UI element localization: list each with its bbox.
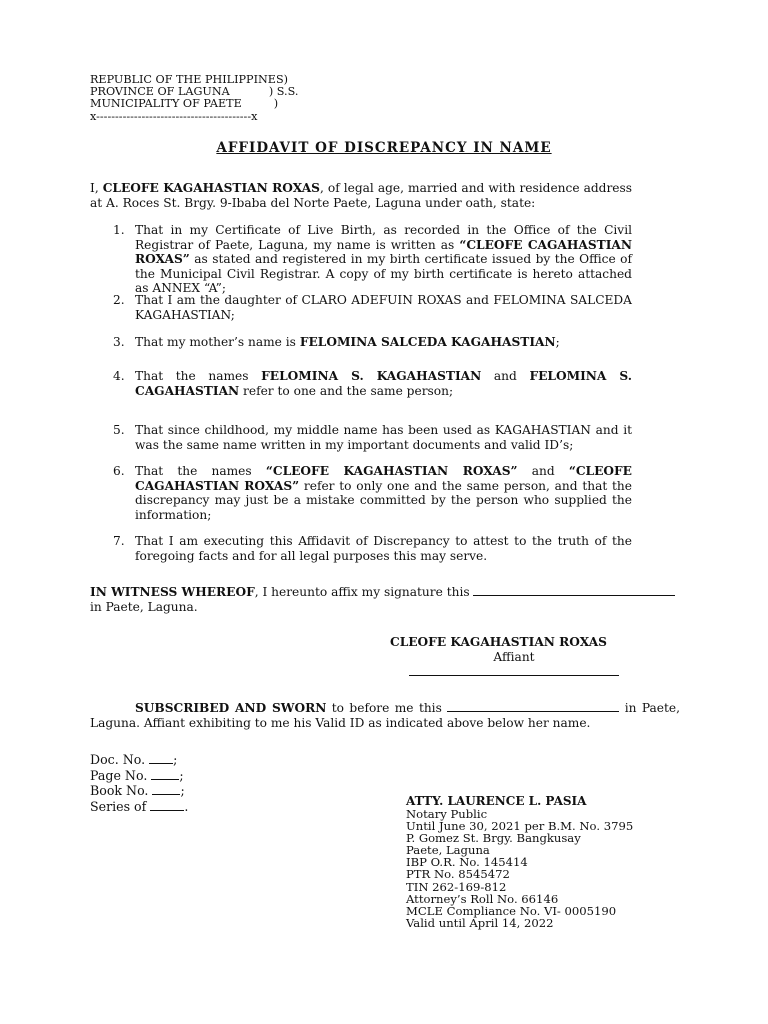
notary-detail-line: Paete, Laguna	[406, 843, 490, 858]
page-no-blank	[151, 768, 179, 780]
page-no-semicolon: ;	[179, 767, 184, 783]
doc-no-semicolon: ;	[173, 752, 178, 767]
item-text	[135, 335, 632, 350]
notary-detail-line: Notary Public	[406, 807, 488, 821]
book-no-label: Book No.	[90, 783, 149, 799]
series-period: .	[184, 798, 189, 814]
document-title: AFFIDAVIT OF DISCREPANCY IN NAME	[216, 140, 552, 156]
notary-detail-line: Valid until April 14, 2022	[406, 915, 554, 930]
jurat-text: to before me this	[326, 701, 448, 715]
item-bold-name: FELOMINA S. CAGAHASTIAN	[135, 369, 632, 398]
witness-lead: IN WITNESS WHEREOF	[90, 585, 255, 599]
date-blank	[473, 584, 675, 596]
affiant-name-intro: CLEOFE KAGAHASTIAN ROXAS	[102, 181, 320, 195]
item-bold-name: “CLEOFE CAGAHASTIAN ROXAS”	[135, 237, 632, 267]
witness-clause	[90, 584, 680, 614]
notary-name: ATTY. LAURENCE L. PASIA	[406, 794, 587, 808]
notary-detail-line: MCLE Compliance No. VI- 0005190	[406, 903, 617, 918]
item-text	[135, 223, 632, 296]
intro-prefix: I,	[90, 181, 103, 195]
jurat-date-blank	[447, 700, 619, 712]
item-number: 2.	[113, 293, 125, 307]
notary-detail-line: IBP O.R. No. 145414	[406, 855, 528, 870]
caption-line-republic: REPUBLIC OF THE PHILIPPINES)	[90, 73, 288, 86]
item-text-part: That I am the daughter of CLARO ADEFUIN ROXAS and FELOMINA SALCEDA KAGAHASTIAN;	[135, 293, 632, 322]
notary-detail-line: P. Gomez St. Brgy. Bangkusay	[406, 831, 581, 846]
item-text-part: ;	[555, 335, 560, 349]
caption-divider: x-----------------------------------------x	[90, 109, 258, 123]
page-no-row	[90, 768, 188, 784]
item-number: 6.	[113, 464, 125, 478]
doc-no-label: Doc. No.	[90, 752, 146, 767]
item-text-part: and	[481, 369, 530, 383]
book-no-row	[90, 783, 188, 799]
item-text-part: That my mother’s name is	[135, 335, 300, 349]
item-bold-name: FELOMINA S. KAGAHASTIAN	[261, 369, 482, 383]
notary-detail-line: TIN 262-169-812	[406, 879, 507, 894]
jurat-paragraph	[90, 700, 680, 730]
doc-no-blank	[149, 752, 173, 764]
series-label: Series of	[90, 798, 147, 814]
item-number: 7.	[113, 534, 125, 548]
item-text-part: That I am executing this Affidavit of Discrepancy to attest to the truth of the foregoing facts and for all legal purposes this may serve.	[135, 534, 632, 563]
item-bold-name: FELOMINA SALCEDA KAGAHASTIAN	[299, 335, 556, 349]
jurat-text-2: in Paete, Laguna. Affiant exhibiting to me his Valid ID as indicated above below her name.	[90, 701, 680, 730]
item-bold-name: “CLEOFE CAGAHASTIAN ROXAS”	[135, 464, 632, 493]
item-text-part: That since childhood, my middle name has been used as KAGAHASTIAN and it was the same name written in my important documents and valid ID’s;	[135, 423, 632, 452]
jurat-lead: SUBSCRIBED AND SWORN	[135, 701, 327, 715]
affiant-name: CLEOFE KAGAHASTIAN ROXAS	[390, 635, 607, 649]
notary-detail-line: Until June 30, 2021 per B.M. No. 3795	[406, 819, 634, 834]
affiant-label: Affiant	[493, 650, 535, 664]
series-blank	[150, 799, 184, 811]
item-text-part: That in my Certificate of Live Birth, as recorded in the Office of the Civil Registrar of Paete, Laguna, my name is written as	[135, 223, 632, 252]
witness-text: , I hereunto affix my signature this	[254, 585, 474, 599]
item-text	[135, 423, 632, 452]
item-number: 5.	[113, 423, 125, 437]
notary-detail-line: PTR No. 8545472	[406, 867, 510, 882]
intro-paragraph	[90, 181, 632, 210]
signature-line	[409, 675, 619, 676]
item-number: 4.	[113, 369, 125, 383]
item-text	[135, 534, 632, 563]
item-text-part: as stated and registered in my birth certificate issued by the Office of the Municipal Civil Registrar. A copy of my birth certificate is hereto attached as ANNEX “A”;	[135, 252, 632, 296]
intro-text: , of legal age, married and with residence address at A. Roces St. Brgy. 9-Ibaba del Norte Paete, Laguna under oath, state:	[90, 181, 632, 210]
item-text-part: refer to one and the same person;	[239, 383, 454, 398]
notarial-docket	[90, 752, 188, 814]
item-number: 1.	[113, 223, 125, 237]
item-bold-name: “CLEOFE KAGAHASTIAN ROXAS”	[265, 464, 518, 478]
item-text-part: That the names	[135, 464, 266, 478]
series-row	[90, 799, 188, 815]
book-no-blank	[152, 783, 180, 795]
book-no-semicolon: ;	[180, 783, 185, 799]
item-text-part: refer to only one and the same person, and that the discrepancy may just be a mistake committed by the person who supplied the information;	[135, 478, 632, 522]
doc-no-row	[90, 752, 188, 768]
caption-line-municipality: MUNICIPALITY OF PAETE )	[90, 97, 279, 111]
item-number: 3.	[113, 335, 125, 349]
item-text	[135, 293, 632, 322]
notary-block	[406, 795, 666, 929]
witness-place: in Paete, Laguna.	[90, 599, 198, 614]
item-text	[135, 464, 632, 522]
item-text-part: and	[517, 464, 569, 478]
page-no-label: Page No.	[90, 767, 148, 783]
item-text-part: That the names	[135, 369, 262, 383]
notary-detail-line: Attorney’s Roll No. 66146	[406, 891, 559, 906]
venue-caption	[90, 74, 298, 123]
caption-line-province: PROVINCE OF LAGUNA ) S.S.	[90, 85, 299, 99]
item-text	[135, 369, 632, 398]
